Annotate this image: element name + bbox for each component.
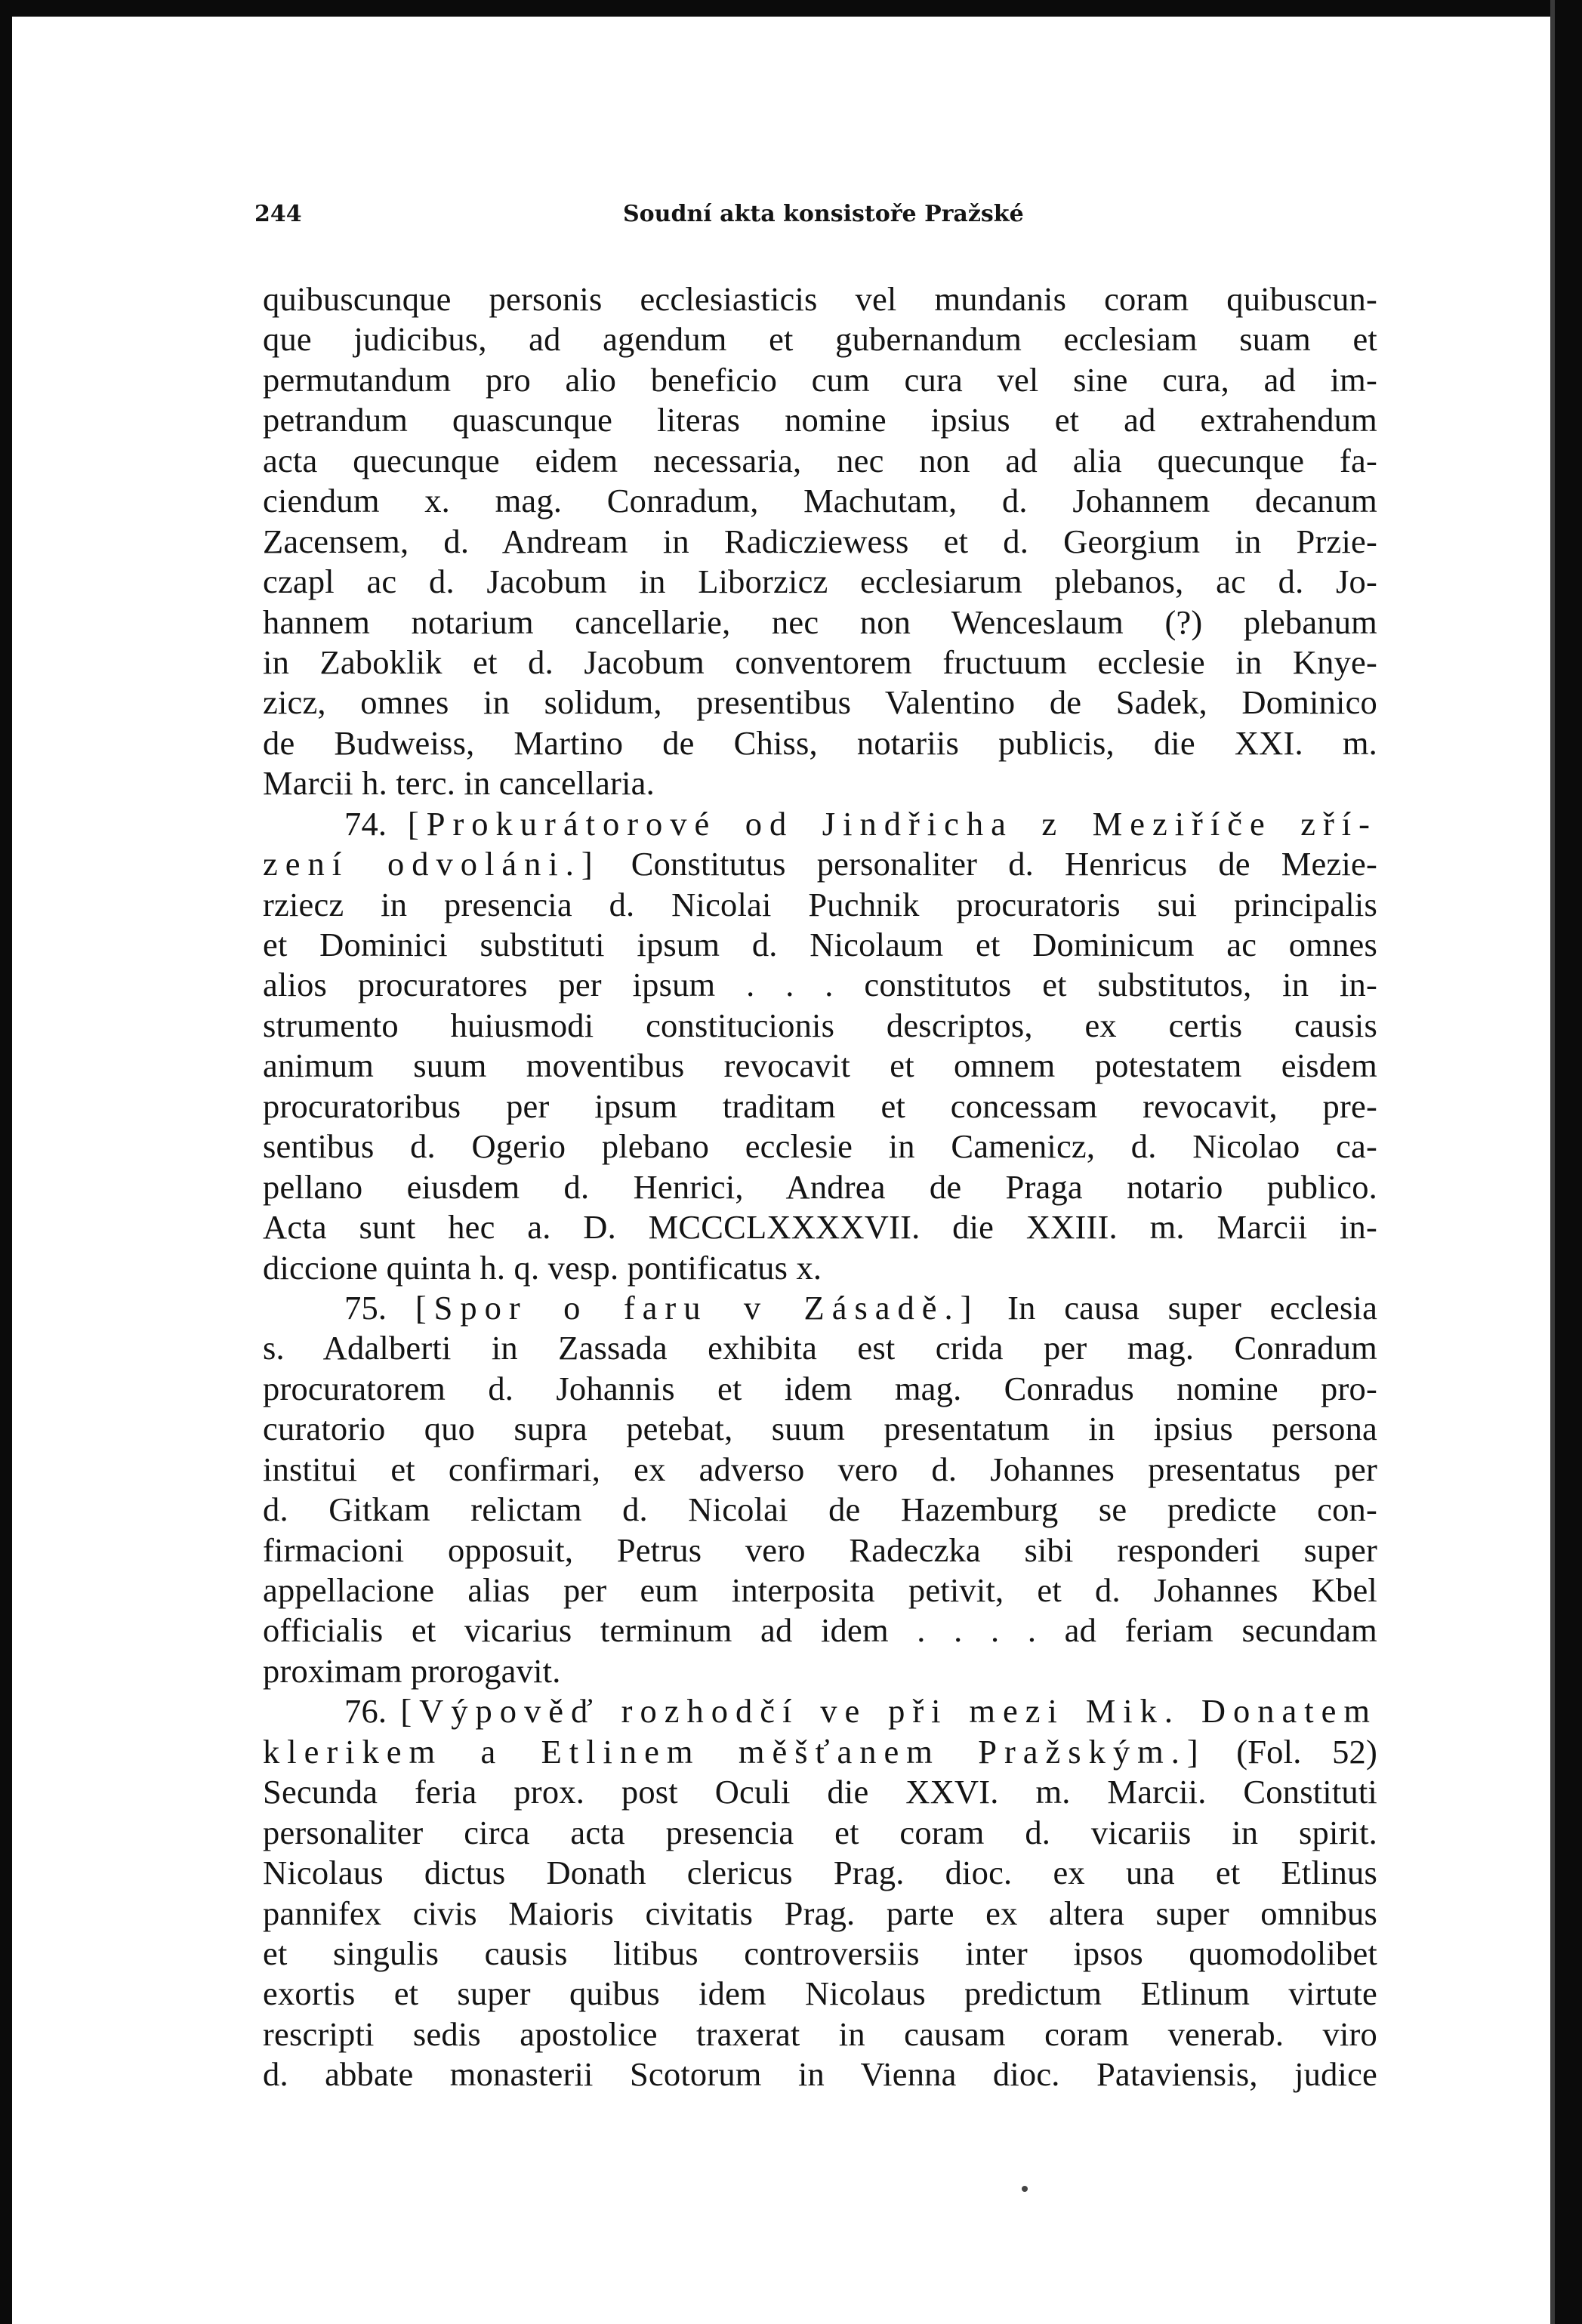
text-line: pellano eiusdem d. Henrici, Andrea de Praga notario publico.: [263, 1167, 1377, 1206]
text-line: Zacensem, d. Andream in Radicziewess et d. Georgium in Przie-: [263, 522, 1377, 560]
text-line: Constitutus personaliter d. Henricus de Mezie-: [631, 845, 1377, 883]
text-line: personaliter circa acta presencia et coram d. vicariis in spirit.: [263, 1813, 1377, 1851]
text-line: institui et confirmari, ex adverso vero d. Johannes presentatus per: [263, 1450, 1377, 1488]
text-line: czapl ac d. Jacobum in Liborzicz ecclesiarum plebanos, ac d. Jo-: [263, 563, 1377, 601]
entry-75-line: [263, 1288, 1377, 1328]
text-line: que judicibus, ad agendum et gubernandum ecclesiam suam et: [263, 320, 1377, 359]
entry-76-heading-line: [263, 1691, 1377, 1731]
entry-number: 75.: [344, 1288, 387, 1327]
entry-heading: [Výpověď rozhodčí ve při mezi Mik. Donatem: [400, 1692, 1378, 1731]
text-line: de Budweiss, Martino de Chiss, notariis publicis, die XXI. m.: [263, 723, 1377, 762]
text-line: diccione quinta h. q. vesp. pontificatus x.: [263, 1248, 822, 1287]
text-line: Secunda feria prox. post Oculi die XXVI. m. Marcii. Constituti: [263, 1773, 1377, 1811]
page-number: 244: [254, 201, 302, 227]
running-title: Soudní akta konsistoře Pražské: [623, 201, 1024, 227]
text-line: In causa super ecclesia: [1007, 1288, 1378, 1327]
entry-number: 74.: [344, 804, 387, 843]
scan-speck: [1022, 2186, 1028, 2192]
entry-74-line: [263, 844, 1377, 884]
text-line: d. abbate monasterii Scotorum in Vienna dioc. Pataviensis, judice: [263, 2055, 1377, 2094]
text-line: Acta sunt hec a. D. MCCCLXXXXVII. die XXIII. m. Marcii in-: [263, 1208, 1377, 1247]
text-line: Nicolaus dictus Donath clericus Prag. dioc. ex una et Etlinus: [263, 1854, 1377, 1892]
text-line: permutandum pro alio beneficio cum cura vel sine cura, ad im-: [263, 360, 1377, 399]
text-line: officialis et vicarius terminum ad idem . . . . ad feriam secundam: [263, 1611, 1377, 1650]
entry-76-line: [263, 1732, 1377, 1772]
text-line: s. Adalberti in Zassada exhibita est crida per mag. Conradum: [263, 1329, 1377, 1367]
body-text: [263, 279, 1377, 2095]
text-line: firmacioni opposuit, Petrus vero Radeczka sibi responderi super: [263, 1530, 1377, 1569]
text-line: alios procuratores per ipsum . . . constitutos et substitutos, in in-: [263, 966, 1377, 1004]
text-line: Marcii h. terc. in cancellaria.: [263, 764, 655, 803]
text-line: procuratorem d. Johannis et idem mag. Conradus nomine pro-: [263, 1369, 1377, 1407]
scan-edge-right-shadow: [1550, 0, 1555, 2324]
text-line: proximam prorogavit.: [263, 1651, 561, 1690]
text-line: et Dominici substituti ipsum d. Nicolaum et Dominicum ac omnes: [263, 926, 1377, 963]
running-head: [254, 201, 1387, 231]
entry-heading: [Spor o faru v Zásadě.]: [415, 1288, 979, 1327]
entry-heading: [Prokurátorové od Jindřicha z Meziříče zří-: [407, 804, 1377, 843]
text-line: d. Gitkam relictam d. Nicolai de Hazemburg se predicte con-: [263, 1490, 1377, 1529]
scan-edge-right: [1555, 0, 1582, 2324]
text-line: exortis et super quibus idem Nicolaus predictum Etlinum virtute: [263, 1974, 1377, 2013]
text-line: animum suum moventibus revocavit et omnem potestatem eisdem: [263, 1046, 1377, 1085]
text-line: in Zaboklik et d. Jacobum conventorem fructuum ecclesie in Knye-: [263, 643, 1377, 681]
text-line: curatorio quo supra petebat, suum presentatum in ipsius persona: [263, 1410, 1377, 1448]
text-line: hannem notarium cancellarie, nec non Wenceslaum (?) plebanum: [263, 603, 1377, 641]
text-line: ciendum x. mag. Conradum, Machutam, d. Johannem decanum: [263, 482, 1377, 520]
text-line: zicz, omnes in solidum, presentibus Valentino de Sadek, Dominico: [263, 683, 1377, 722]
text-line: rziecz in presencia d. Nicolai Puchnik procuratoris sui principalis: [263, 885, 1377, 923]
text-line: strumento huiusmodi constitucionis descriptos, ex certis causis: [263, 1006, 1377, 1044]
entry-heading: zení odvoláni.]: [263, 845, 600, 883]
scan-edge-top: [0, 0, 1582, 17]
scan-edge-left: [0, 0, 12, 2324]
text-line: appellacione alias per eum interposita petivit, et d. Johannes Kbel: [263, 1571, 1377, 1609]
text-line: sentibus d. Ogerio plebano ecclesie in Camenicz, d. Nicolao ca-: [263, 1127, 1377, 1166]
text-line: petrandum quascunque literas nomine ipsius et ad extrahendum: [263, 401, 1377, 439]
folio-reference: (Fol. 52): [1236, 1732, 1377, 1771]
text-line: procuratoribus per ipsum traditam et concessam revocavit, pre-: [263, 1086, 1377, 1125]
text-line: acta quecunque eidem necessaria, nec non ad alia quecunque fa-: [263, 441, 1377, 479]
entry-heading: klerikem a Etlinem měšťanem Pražským.]: [263, 1732, 1206, 1771]
text-line: quibuscunque personis ecclesiasticis vel mundanis coram quibuscun-: [263, 280, 1377, 318]
text-line: et singulis causis litibus controversiis inter ipsos quomodolibet: [263, 1934, 1377, 1972]
text-line: rescripti sedis apostolice traxerat in causam coram venerab. viro: [263, 2014, 1377, 2053]
entry-number: 76.: [344, 1692, 387, 1731]
entry-74-heading-line: [263, 804, 1377, 844]
text-line: pannifex civis Maioris civitatis Prag. parte ex altera super omnibus: [263, 1894, 1377, 1932]
